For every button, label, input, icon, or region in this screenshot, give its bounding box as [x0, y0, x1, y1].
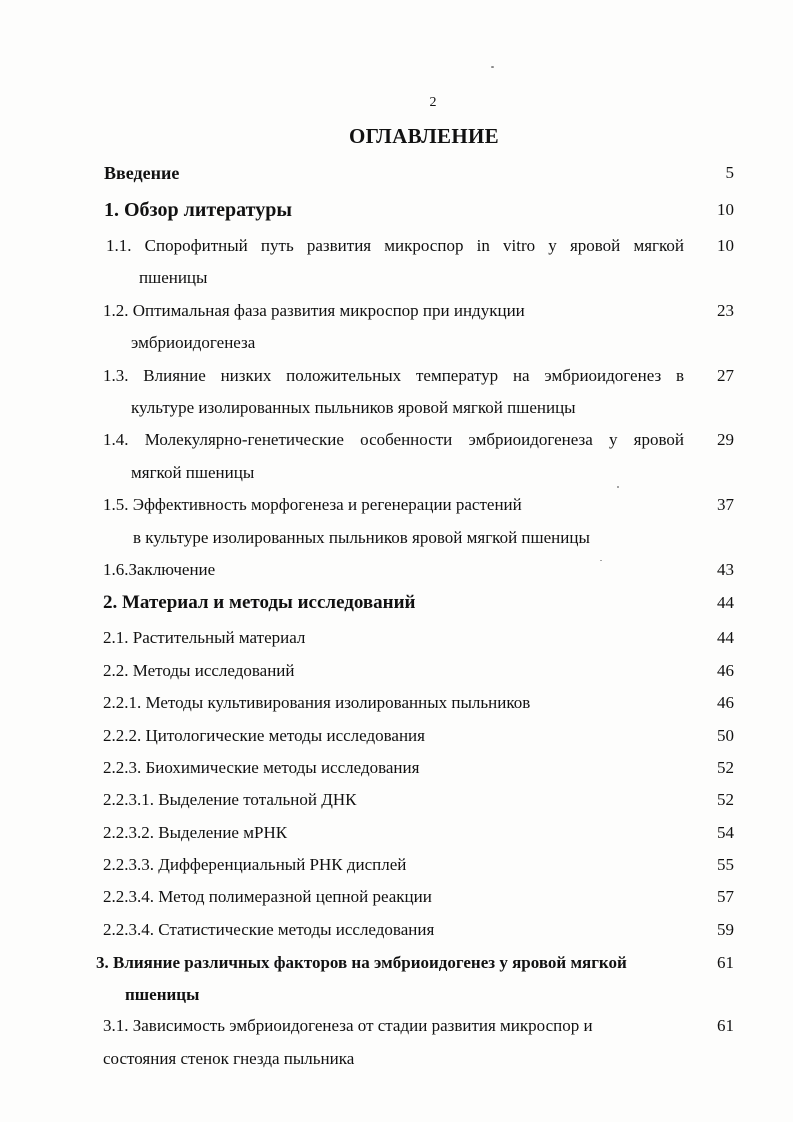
- toc-entry-text: 3. Влияние различных факторов на эмбриоидогенез у яровой мягкой: [96, 953, 627, 972]
- toc-entry-text: 2.1. Растительный материал: [103, 628, 306, 647]
- toc-entry-continuation: в культуре изолированных пыльников яровой мягкой пшеницы: [133, 528, 590, 547]
- toc-entry-text: 2.2.2. Цитологические методы исследования: [103, 726, 425, 745]
- toc-entry-text: 1.5. Эффективность морфогенеза и регенерации растений: [103, 495, 522, 514]
- toc-entry-page: 52: [717, 758, 734, 777]
- toc-entry-page: 61: [717, 953, 734, 972]
- toc-entry-page: 46: [717, 693, 734, 712]
- toc-entry-text: 1. Обзор литературы: [104, 199, 292, 221]
- toc-entry-text: 1.1. Спорофитный путь развития микроспор in vitro у яровой мягкой: [106, 236, 684, 255]
- toc-entry-page: 10: [717, 236, 734, 255]
- toc-entry-page: 57: [717, 887, 734, 906]
- toc-entry-page: 43: [717, 560, 734, 579]
- toc-entry-page: 61: [717, 1016, 734, 1035]
- toc-entry-text: 2.2.3.3. Дифференциальный РНК дисплей: [103, 855, 407, 874]
- toc-entry-page: 52: [717, 790, 734, 809]
- toc-entry-text: 2.2.1. Методы культивирования изолированных пыльников: [103, 693, 531, 712]
- toc-entry-continuation: состояния стенок гнезда пыльника: [103, 1049, 355, 1068]
- toc-entry-page: 29: [717, 430, 734, 449]
- toc-entry-page: 55: [717, 855, 734, 874]
- toc-entry-text: 2.2.3.1. Выделение тотальной ДНК: [103, 790, 357, 809]
- toc-entry-page: 5: [725, 163, 734, 182]
- scan-speck: [600, 560, 602, 561]
- scan-speck: [491, 66, 494, 68]
- toc-entry-page: 44: [717, 593, 734, 612]
- toc-entry-page: 50: [717, 726, 734, 745]
- toc-entry-continuation: культуре изолированных пыльников яровой мягкой пшеницы: [131, 398, 576, 417]
- toc-entry-text: 2.2.3.4. Метод полимеразной цепной реакции: [103, 887, 432, 906]
- scan-speck: [617, 486, 619, 488]
- toc-entry-text: 2.2.3. Биохимические методы исследования: [103, 758, 420, 777]
- toc-entry-text: Введение: [104, 163, 180, 183]
- toc-entry-text: 3.1. Зависимость эмбриоидогенеза от стадии развития микроспор и: [103, 1016, 593, 1035]
- toc-entry-continuation: пшеницы: [139, 268, 208, 287]
- toc-entry-page: 27: [717, 366, 734, 385]
- toc-entry-continuation: пшеницы: [125, 985, 200, 1004]
- toc-entry-page: 54: [717, 823, 734, 842]
- toc-entry-text: 2.2.3.4. Статистические методы исследования: [103, 920, 435, 939]
- toc-entry-continuation: мягкой пшеницы: [131, 463, 255, 482]
- toc-entry-continuation: эмбриоидогенеза: [131, 333, 256, 352]
- toc-entry-page: 37: [717, 495, 734, 514]
- toc-entry-text: 1.3. Влияние низких положительных температур на эмбриоидогенез в: [103, 366, 684, 385]
- page-number: 2: [429, 95, 437, 110]
- toc-entry-text: 2. Материал и методы исследований: [103, 592, 416, 613]
- toc-entry-text: 2.2.3.2. Выделение мРНК: [103, 823, 288, 842]
- toc-entry-text: 1.2. Оптимальная фаза развития микроспор при индукции: [103, 301, 525, 320]
- toc-entry-page: 10: [717, 200, 734, 219]
- toc-entry-page: 46: [717, 661, 734, 680]
- toc-entry-page: 44: [717, 628, 734, 647]
- toc-entry-text: 1.4. Молекулярно-генетические особенности эмбриоидогенеза у яровой: [103, 430, 684, 449]
- toc-entry-text: 1.6.Заключение: [103, 560, 216, 579]
- toc-entry-text: 2.2. Методы исследований: [103, 661, 295, 680]
- page-title: ОГЛАВЛЕНИЕ: [349, 124, 499, 148]
- toc-entry-page: 23: [717, 301, 734, 320]
- toc-entry-page: 59: [717, 920, 734, 939]
